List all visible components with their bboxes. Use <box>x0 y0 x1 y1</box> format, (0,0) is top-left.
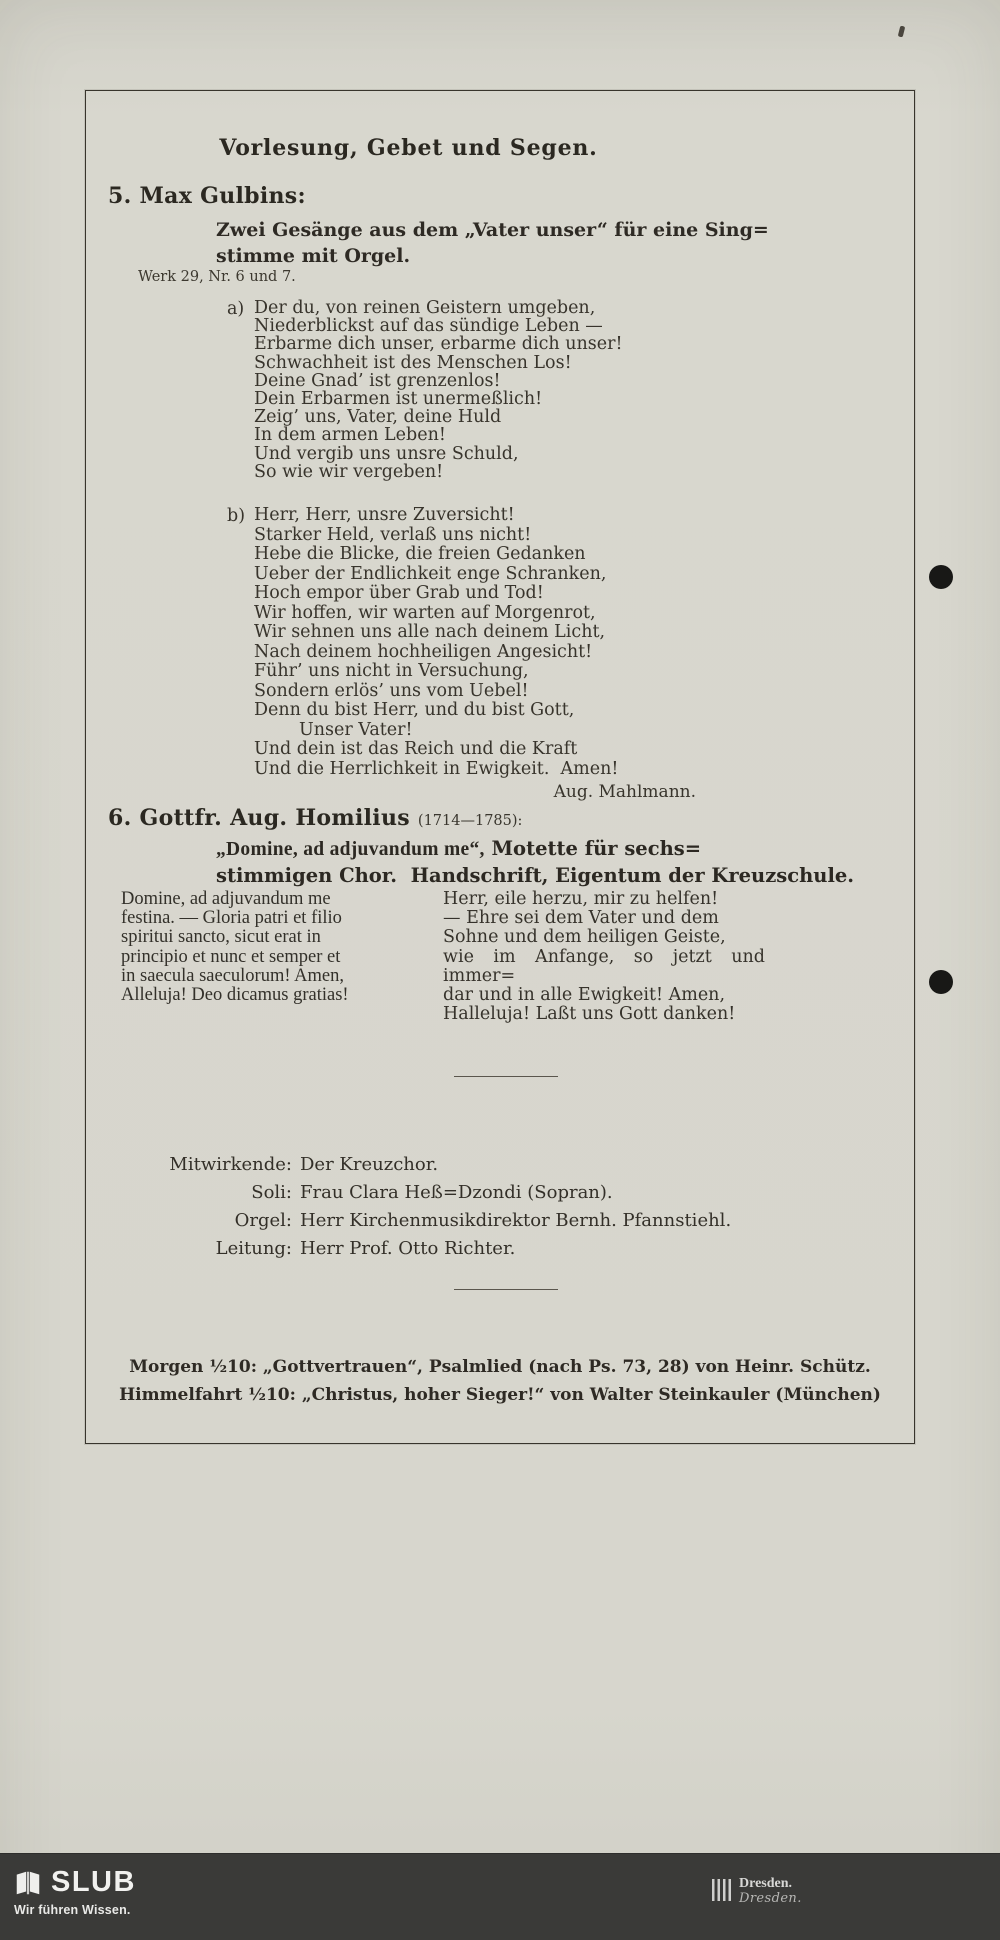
poem-b-lines <box>227 506 618 779</box>
slub-logo-row <box>13 1866 136 1899</box>
item5-werk-note: Werk 29, Nr. 6 und 7. <box>138 269 296 285</box>
credit-value: Der Kreuzchor. <box>300 1154 439 1175</box>
separator-rule <box>454 1076 558 1077</box>
german-line: Sohne und dem heiligen Geiste, <box>443 927 726 948</box>
upcoming-announcements <box>86 1353 914 1409</box>
library-footer-bar <box>0 1853 1000 1940</box>
motet-text-columns <box>121 890 769 1024</box>
poem-attribution: Aug. Mahlmann. <box>553 782 696 802</box>
poem-line: Wir hoffen, wir warten auf Morgenrot, <box>254 602 596 623</box>
latin-line: Alleluja! Deo dicamus gratias! <box>121 985 349 1006</box>
credit-label: Orgel: <box>234 1210 292 1231</box>
poem-line: Herr, Herr, unsre Zuversicht! <box>254 505 515 525</box>
punch-hole <box>929 565 953 589</box>
separator-rule <box>454 1289 558 1290</box>
credit-row <box>86 1207 914 1235</box>
item6-subtitle-line2: stimmigen Chor. Handschrift, Eigentum der Kreuzschule. <box>216 864 855 887</box>
dresden-wordmark-line1: Dresden. <box>739 1876 793 1891</box>
poem-line: So wie wir vergeben! <box>254 461 444 482</box>
credit-label: Leitung: <box>215 1238 292 1259</box>
poem-line: Deine Gnad’ ist grenzenlos! <box>254 370 501 391</box>
item5-subtitle-line: stimme mit Orgel. <box>216 245 411 267</box>
credit-label: Soli: <box>251 1182 292 1203</box>
poem-line: Wir sehnen uns alle nach deinem Licht, <box>254 622 606 642</box>
dresden-wordmark <box>739 1876 802 1906</box>
poem-line: Hebe die Blicke, die freien Gedanken <box>254 544 586 564</box>
poem-line: Der du, von reinen Geistern umgeben, <box>254 298 596 318</box>
dresden-wordmark-line2: Dresden. <box>739 1891 802 1906</box>
german-line: Herr, eile herzu, mir zu helfen! <box>443 889 719 909</box>
item6-composer-dates: (1714—1785): <box>417 813 523 829</box>
poem-line: Hoch empor über Grab und Tod! <box>254 583 544 603</box>
page-title: Vorlesung, Gebet und Segen. <box>219 135 598 161</box>
poem-line: Und dein ist das Reich und die Kraft <box>254 739 578 759</box>
slub-tagline: Wir führen Wissen. <box>14 1903 131 1917</box>
poem-line: Schwachheit ist des Menschen Los! <box>254 352 572 373</box>
latin-line: spiritui sancto, sicut erat in <box>121 927 321 948</box>
german-line: dar und in alle Ewigkeit! Amen, <box>443 985 726 1006</box>
poem-line: Nach deinem hochheiligen Angesicht! <box>254 641 593 662</box>
latin-line: festina. — Gloria patri et filio <box>121 908 342 929</box>
item5-subtitle <box>216 217 769 269</box>
latin-text-column <box>121 890 415 1024</box>
item6-subtitle-rest: Motette für sechs= <box>484 837 702 860</box>
poem-b-marker: b) <box>227 506 246 526</box>
poem-a <box>227 299 622 481</box>
announcement-line: Himmelfahrt ½10: „Christus, hoher Sieger!“ von Walter Steinkauler (München) <box>119 1385 881 1405</box>
item5-subtitle-line: Zwei Gesänge aus dem „Vater unser“ für eine Sing= <box>216 219 769 241</box>
poem-line: Niederblickst auf das sündige Leben — <box>254 316 603 337</box>
poem-line: Starker Held, verlaß uns nicht! <box>254 524 532 545</box>
poem-line: Zeig’ uns, Vater, deine Huld <box>254 407 502 428</box>
poem-line: Sondern erlös’ uns vom Uebel! <box>254 680 529 701</box>
latin-line: in saecula saeculorum! Amen, <box>121 965 344 986</box>
item6-subtitle-latin-title: „Domine, ad adjuvandum me“, <box>216 839 485 860</box>
credit-row <box>86 1179 914 1207</box>
slub-logo <box>13 1866 136 1917</box>
poem-line: Dein Erbarmen ist unermeßlich! <box>254 389 543 410</box>
item6-subtitle <box>216 836 854 889</box>
credit-value: Herr Prof. Otto Richter. <box>300 1238 516 1259</box>
credit-row <box>86 1151 914 1179</box>
latin-line: Domine, ad adjuvandum me <box>121 889 331 909</box>
poem-line: In dem armen Leben! <box>254 425 446 446</box>
poem-line: Unser Vater! <box>299 719 413 740</box>
poem-a-marker: a) <box>227 299 245 319</box>
item6-subtitle-line1 <box>216 836 854 863</box>
punch-hole <box>929 970 953 994</box>
book-icon <box>13 1868 43 1898</box>
item6-heading <box>108 805 522 831</box>
dresden-logo <box>712 1876 802 1906</box>
poem-b <box>227 506 618 779</box>
latin-line: principio et nunc et semper et <box>121 946 341 967</box>
german-line: wie im Anfange, so jetzt und immer= <box>443 946 765 986</box>
poem-line: Erbarme dich unser, erbarme dich unser! <box>254 334 623 355</box>
german-line: Halleluja! Laßt uns Gott danken! <box>443 1004 736 1025</box>
decorative-border-frame <box>85 90 915 1444</box>
performers-credits <box>86 1151 914 1263</box>
poem-line: Und die Herrlichkeit in Ewigkeit. Amen! <box>254 758 619 779</box>
german-translation-column <box>443 890 765 1024</box>
slub-wordmark: SLUB <box>51 1866 136 1898</box>
german-line: — Ehre sei dem Vater und dem <box>443 908 719 929</box>
credit-value: Frau Clara Heß=Dzondi (Sopran). <box>300 1182 613 1203</box>
poem-line: Denn du bist Herr, und du bist Gott, <box>254 700 575 720</box>
poem-a-lines <box>227 299 622 481</box>
poem-line: Und vergib uns unsre Schuld, <box>254 443 519 464</box>
credit-value: Herr Kirchenmusikdirektor Bernh. Pfannstiehl. <box>300 1210 732 1231</box>
credit-row <box>86 1235 914 1263</box>
bars-icon <box>712 1879 732 1901</box>
credit-label: Mitwirkende: <box>169 1154 292 1175</box>
announcement-line: Morgen ½10: „Gottvertrauen“, Psalmlied (nach Ps. 73, 28) von Heinr. Schütz. <box>129 1357 871 1377</box>
item6-composer: 6. Gottfr. Aug. Homilius <box>108 805 410 831</box>
poem-line: Führ’ uns nicht in Versuchung, <box>254 661 529 681</box>
item5-heading: 5. Max Gulbins: <box>108 183 306 209</box>
poem-line: Ueber der Endlichkeit enge Schranken, <box>254 563 607 584</box>
paper-speck <box>898 26 906 38</box>
